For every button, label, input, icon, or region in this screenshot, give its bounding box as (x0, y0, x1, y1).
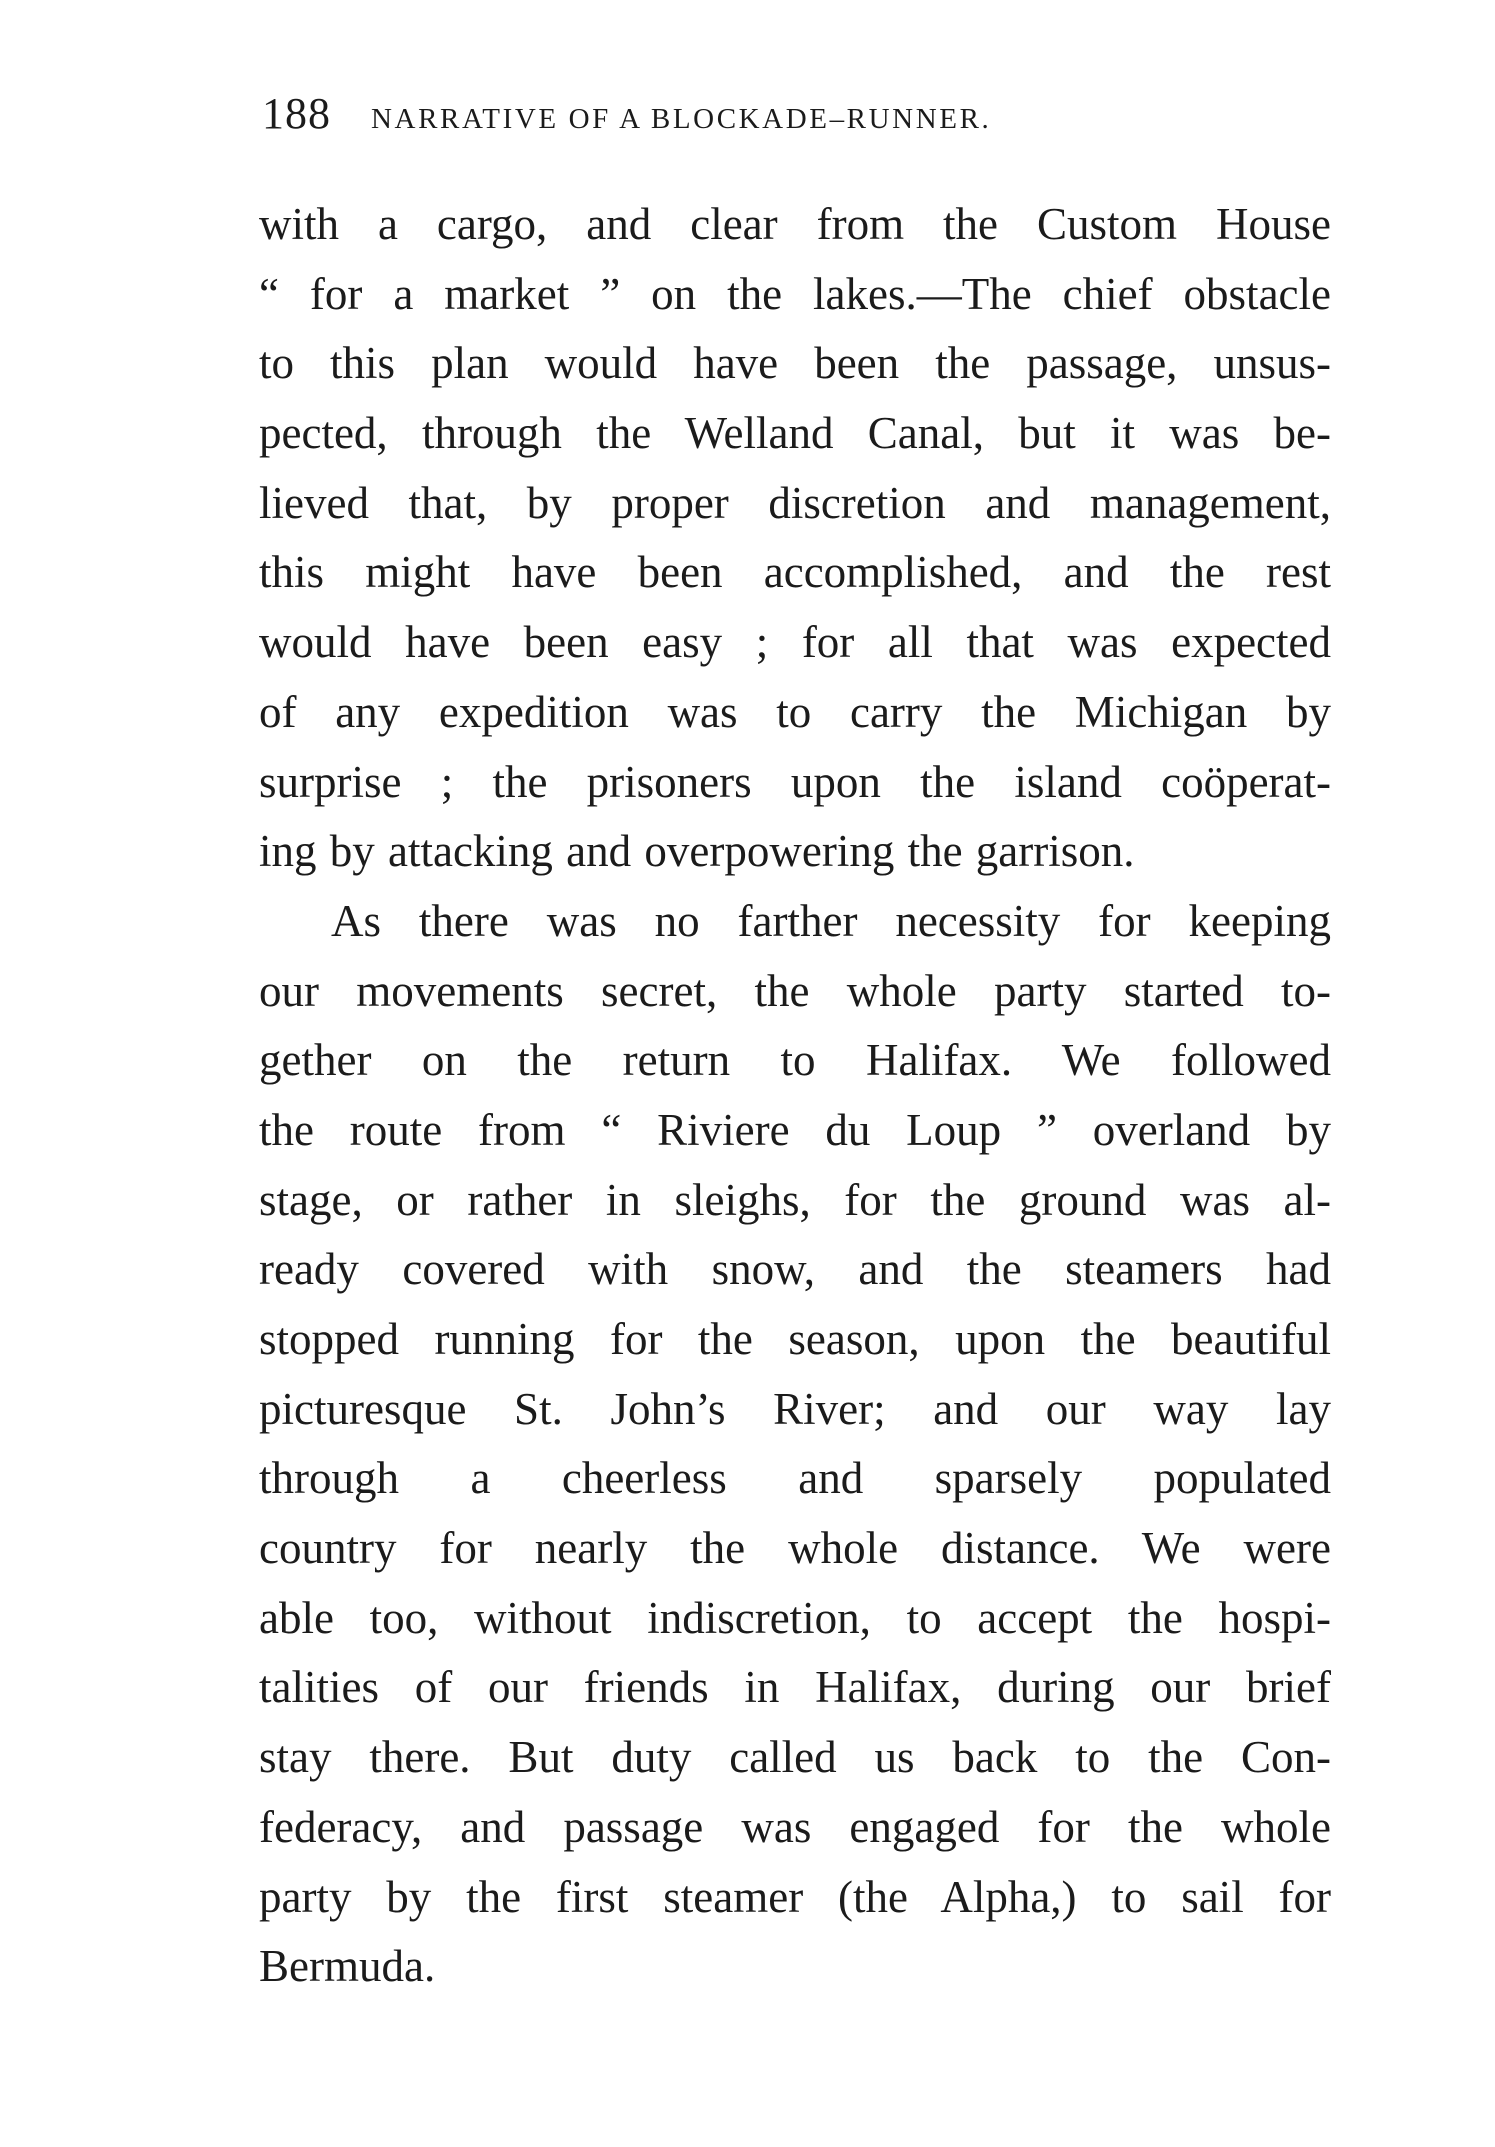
body-text (259, 190, 1331, 2002)
paragraph (259, 190, 1331, 887)
text-line: “ for a market ” on the lakes.—The chief obstacle (259, 268, 1331, 319)
text-line: of any expedition was to carry the Michigan by (259, 686, 1331, 737)
text-line: gether on the return to Halifax. We followed (259, 1035, 1331, 1086)
text-line: ready covered with snow, and the steamers had (259, 1244, 1331, 1295)
page-number: 188 (262, 89, 331, 138)
text-line: able too, without indiscretion, to accept the hospi- (259, 1592, 1331, 1643)
text-line: lieved that, by proper discretion and management, (259, 477, 1331, 528)
page-header (262, 88, 1262, 148)
text-line: stopped running for the season, upon the beautiful (259, 1314, 1331, 1364)
running-title: NARRATIVE OF A BLOCKADE–RUNNER. (371, 103, 992, 135)
text-line: pected, through the Welland Canal, but it was be- (259, 408, 1331, 459)
text-line: with a cargo, and clear from the Custom House (259, 199, 1331, 249)
text-line: federacy, and passage was engaged for the whole (259, 1801, 1331, 1852)
text-line: party by the first steamer (the Alpha,) to sail for (259, 1871, 1331, 1922)
text-line: stay there. But duty called us back to the Con- (259, 1732, 1331, 1783)
text-line: this might have been accomplished, and the rest (259, 547, 1331, 598)
text-line: stage, or rather in sleighs, for the ground was al- (259, 1174, 1331, 1225)
paragraph (259, 887, 1331, 2002)
text-line: As there was no farther necessity for keeping (331, 895, 1331, 946)
text-line: would have been easy ; for all that was expected (259, 617, 1331, 668)
text-line: the route from “ Riviere du Loup ” overland by (259, 1104, 1331, 1155)
text-line: surprise ; the prisoners upon the island coöperat- (259, 756, 1331, 807)
text-line: ing by attacking and overpowering the garrison. (259, 826, 1135, 877)
text-line: through a cheerless and sparsely populated (259, 1453, 1331, 1504)
text-line: country for nearly the whole distance. We were (259, 1523, 1331, 1574)
text-line: picturesque St. John’s River; and our way lay (259, 1383, 1331, 1434)
text-line: Bermuda. (259, 1941, 436, 1992)
text-line: to this plan would have been the passage, unsus- (259, 338, 1331, 389)
text-line: talities of our friends in Halifax, during our brief (259, 1662, 1331, 1713)
text-line: our movements secret, the whole party started to- (259, 965, 1331, 1016)
